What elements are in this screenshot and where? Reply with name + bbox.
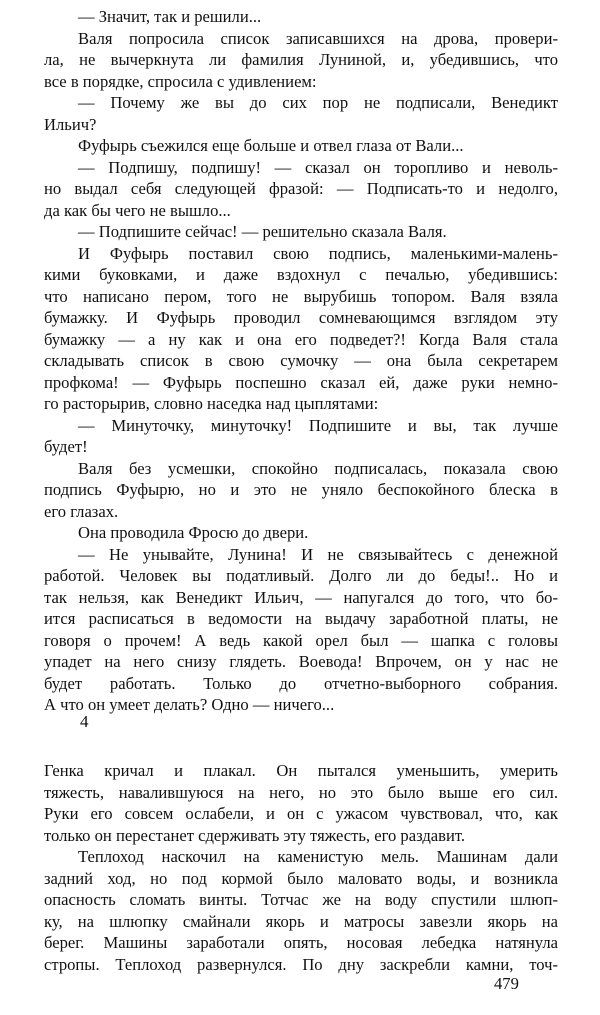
text-line: профкома! — Фуфырь поспешно сказал ей, даже руки немно- (44, 372, 558, 392)
text-line: бумажку — а ну как и она его подведет?! Когда Валя стала (44, 329, 558, 349)
text-line: все в порядке, спросила с удивлением: (44, 71, 317, 91)
text-line: Ильич? (44, 114, 97, 134)
text-line: тяжесть, навалившуюся на него, но это было выше его сил. (44, 782, 558, 802)
text-line: Теплоход наскочил на каменистую мель. Машинам дали (78, 847, 558, 866)
text-line: подпись Фуфырю, но и это не уняло беспокойного блеска в (44, 480, 558, 499)
text-line: что написано пером, того не вырубишь топором. Валя взяла (44, 286, 558, 306)
text-line: опасность сломать винты. Тотчас же на воду спустили шлюп- (44, 890, 558, 909)
text-block-part2 (44, 760, 558, 975)
text-line: Фуфырь съежился еще больше и отвел глаза от Вали... (78, 136, 464, 155)
text-line: да как бы чего не вышло... (44, 200, 231, 220)
text-line: — Не унывайте, Лунина! И не связывайтесь с денежной (78, 544, 558, 564)
text-line: Руки его совсем ослабели, и он с ужасом чувствовал, что, как (44, 804, 558, 823)
text-line: — Почему же вы до сих пор не подписали, Венедикт (78, 93, 558, 112)
text-line: но выдал себя следующей фразой: — Подписать-то и недолго, (44, 179, 558, 198)
text-line: го расторырив, словно наседка над цыплятами: (44, 394, 379, 413)
text-line: будет! (44, 437, 88, 456)
chapter-number: 4 (80, 712, 89, 731)
text-line: — Значит, так и решили... (78, 7, 262, 26)
text-line: так нельзя, как Венедикт Ильич, — напугался до того, что бо- (44, 587, 558, 607)
text-line: ится расписаться в ведомости на выдачу заработной платы, не (44, 609, 558, 628)
text-line: Она проводила Фросю до двери. (78, 523, 309, 542)
text-line: берег. Машины заработали опять, носовая лебедка натянула (44, 933, 558, 952)
text-line: будет работать. Только до отчетно-выборного собрания. (44, 673, 558, 693)
text-line: ла, не вычеркнута ли фамилия Луниной, и, убедившись, что (44, 50, 558, 69)
text-line: стропы. Теплоход развернулся. По дну заскребли камни, точ- (44, 954, 558, 974)
text-line: кими буковками, и даже вздохнул с печалью, убедившись: (44, 265, 558, 284)
text-line: складывать список в свою сумочку — она была секретарем (44, 351, 558, 370)
text-line: упадет на него снизу глядеть. Воевода! Впрочем, он у нас не (44, 652, 558, 671)
text-line: — Подпишу, подпишу! — сказал он торопливо и неволь- (78, 157, 558, 177)
text-line: ку, на шлюпку смайнали якорь и матросы завезли якорь на (44, 911, 558, 931)
text-line: Генка кричал и плакал. Он пытался уменьшить, умерить (44, 761, 558, 780)
text-line: Валя без усмешки, спокойно подписалась, показала свою (78, 458, 558, 478)
text-line: говоря о прочем! А ведь какой орел был — шапка с головы (44, 630, 558, 650)
text-line: только он перестанет сдерживать эту тяжесть, его раздавит. (44, 825, 466, 845)
text-line: задний ход, но под кормой было маловато воды, и возникла (44, 868, 558, 888)
text-line: — Подпишите сейчас! — решительно сказала Валя. (78, 222, 447, 241)
text-line: его глазах. (44, 501, 119, 521)
text-block-part1 (44, 6, 558, 716)
text-line: бумажку. И Фуфырь проводил сомневающимся взглядом эту (44, 308, 558, 327)
text-line: Валя попросила список записавшихся на дрова, провери- (78, 28, 558, 48)
text-line: А что он умеет делать? Одно — ничего... (44, 695, 335, 714)
text-line: И Фуфырь поставил свою подпись, маленькими-малень- (78, 243, 558, 263)
page-number: 479 (494, 974, 519, 993)
text-line: — Минуточку, минуточку! Подпишите и вы, так лучше (78, 415, 558, 435)
text-line: работой. Человек вы податливый. Долго ли до беды!.. Но и (44, 566, 558, 585)
